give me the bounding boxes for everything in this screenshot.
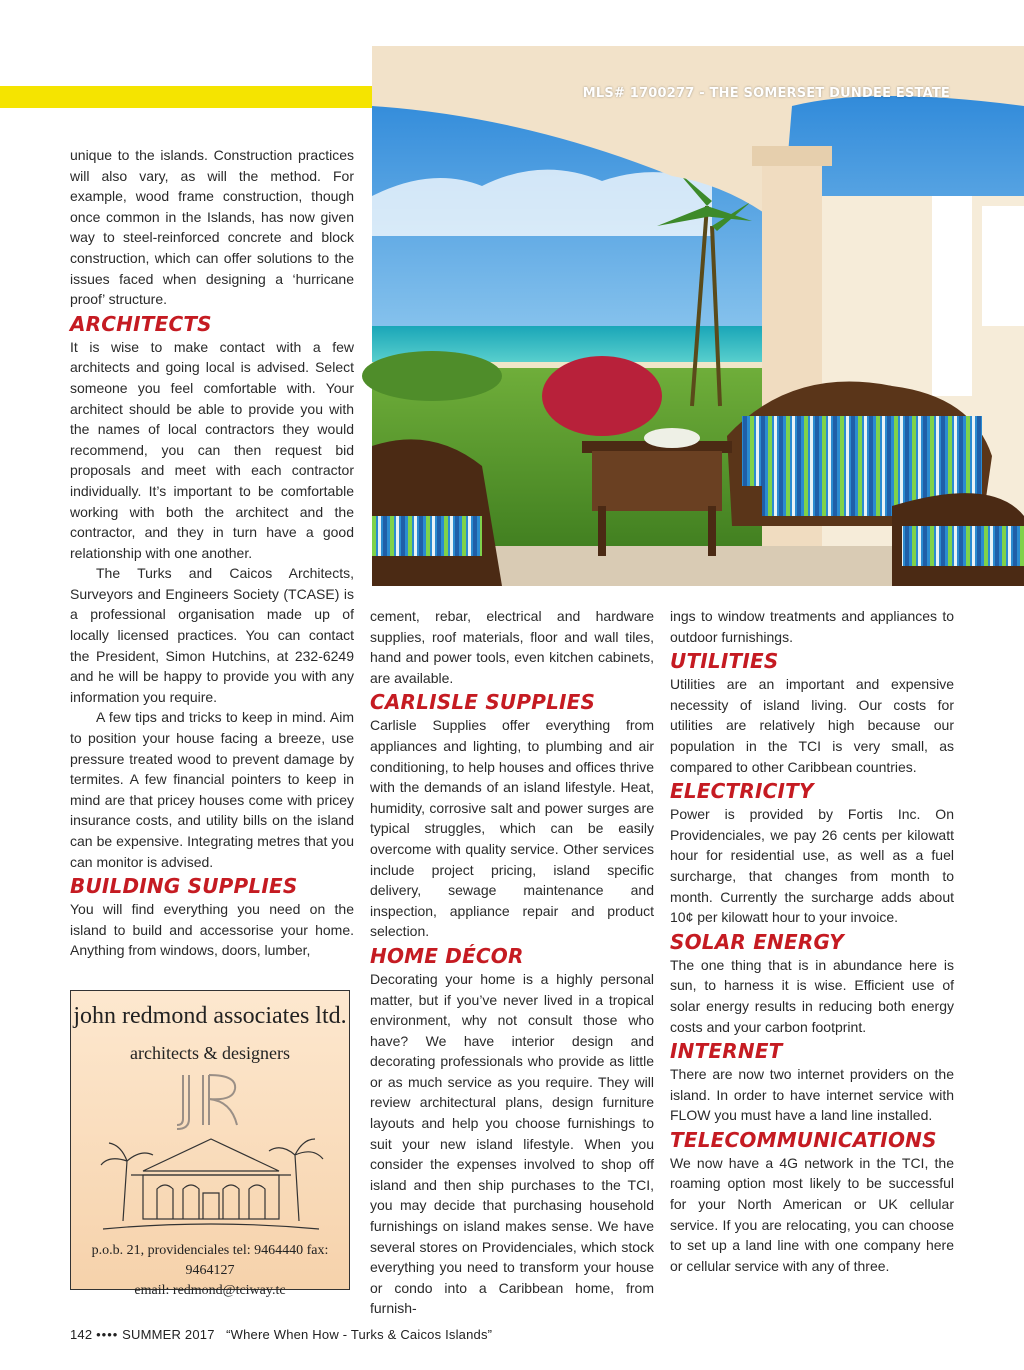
home-decor-paragraph: Decorating your home is a highly personal matter, but if you’ve never lived in a tropical environment, why not consult those who have? We have interior design and decorating professionals who provide as little or as much service as you require. They will review architectural plans, design furniture layouts and help you choose furnishings to suit your new island lifestyle. When you consider the expenses involved to shop off island and then ship purchases to the TCI, you may decide that purchasing household furnishings on island makes sense. We have several stores on Providenciales, which stock everything you need to transform your house or condo into a Caribbean home, from furnish- (370, 970, 654, 1317)
internet-paragraph: There are now two internet providers on the island. In order to have internet service with FLOW you must have a land line installed. (670, 1066, 954, 1124)
page-footer (70, 1327, 492, 1342)
page-number: 142 (70, 1327, 93, 1342)
column-1 (70, 145, 354, 961)
photo-caption: MLS# 1700277 - THE SOMERSET DUNDEE ESTATE (582, 86, 950, 101)
architects-paragraph-3: A few tips and tricks to keep in mind. Aim to position your house facing a breeze, use pressure treated wood to prevent damage by termites. A few financial pointers to keep in mind are that pricey houses come with pricey insurance costs, and utility bills on the island can be expensive. Integrating metres that you can monitor is advised. (70, 709, 354, 870)
carlisle-supplies-paragraph: Carlisle Supplies offer everything from appliances and lighting, to plumbing and air conditioning, to help houses and offices thrive with the demands of an island lifestyle. Heat, humidity, corrosive salt and power surges are typical struggles, which can be easily overcome with quality service. Other services include project pricing, island specific delivery, sewage maintenance and inspection, appliance repair and product selection. (370, 717, 654, 940)
utilities-paragraph: Utilities are an important and expensive necessity of island living. Our costs for utilities are relatively high because our population in the TCI is very small, as compared to other Caribbean countries. (670, 676, 954, 775)
building-supplies-paragraph: You will find everything you need on the island to build and accessorise your home. Anything from windows, doors, lumber, (70, 901, 354, 959)
ad-company-name: john redmond associates ltd. (73, 1003, 347, 1029)
column-3 (670, 606, 954, 1276)
utilities-heading: UTILITIES (670, 649, 779, 674)
ad-tagline: architects & designers (130, 1043, 290, 1063)
jr-monogram-logo (173, 1071, 247, 1129)
house-sketch-illustration (93, 1131, 329, 1235)
yellow-accent-bar (0, 86, 372, 108)
telecommunications-paragraph: We now have a 4G network in the TCI, the roaming option most likely to be successful for your North American or UK cellular service. If you are relocating, you can choose to set up a land line with one company here or cellular service with any of three. (670, 1154, 954, 1274)
ad-contact-line-2: email: redmond@tciway.tc (134, 1283, 286, 1298)
electricity-heading: ELECTRICITY (670, 779, 814, 804)
solar-energy-heading: SOLAR ENERGY (670, 929, 844, 954)
architects-paragraph-1: It is wise to make contact with a few architects and going local is advised. Select someone you feel comfortable with. Your architect should be able to provide you with the names of local contractors they would recommend, you can then request bid proposals and meet with each contractor individually. It’s important to be comfortable working with both the architect and the contractor, and they in turn have a good relationship with one another. (70, 338, 354, 561)
carlisle-supplies-heading: CARLISLE SUPPLIES (370, 690, 596, 715)
home-decor-continued: ings to window treatments and appliances to outdoor furnishings. (670, 608, 954, 645)
issue-label: SUMMER 2017 (122, 1327, 215, 1342)
redmond-advertisement (70, 990, 350, 1298)
solar-energy-paragraph: The one thing that is in abundance here is sun, to harness it is wise. Efficient use of solar energy results in reducing both energy costs and your carbon footprint. (670, 956, 954, 1035)
building-supplies-heading: BUILDING SUPPLIES (70, 874, 298, 899)
footer-dots: •••• (96, 1327, 119, 1342)
estate-photo (372, 46, 1024, 586)
electricity-paragraph: Power is provided by Fortis Inc. On Providenciales, we pay 26 cents per kilowatt hour for residential use, as well as a fuel surcharge, that changes from month to month. Currently the surcharge adds about 10¢ per kilowatt hour to your invoice. (670, 806, 954, 926)
telecommunications-heading: TELECOMMUNICATIONS (670, 1127, 937, 1152)
column-2 (370, 606, 654, 1319)
publication-name: “Where When How - Turks & Caicos Islands” (226, 1327, 493, 1342)
architects-heading: ARCHITECTS (70, 311, 212, 336)
ad-contact-info (71, 1241, 349, 1301)
home-decor-heading: HOME DÉCOR (370, 943, 524, 968)
intro-paragraph: unique to the islands. Construction practices will also vary, as will the method. For example, wood frame construction, though once common in the Islands, has now given way to steel-reinforced concrete and block construction, which can offer solutions to the issues faced when designing a ‘hurricane proof’ structure. (70, 147, 354, 308)
building-supplies-continued: cement, rebar, electrical and hardware supplies, roof materials, floor and wall tiles, hand and power tools, even kitchen cabinets, are available. (370, 608, 654, 686)
ad-contact-line-1: p.o.b. 21, providenciales tel: 9464440 fax: 9464127 (91, 1243, 329, 1278)
internet-heading: INTERNET (670, 1039, 783, 1064)
architects-paragraph-2: The Turks and Caicos Architects, Surveyors and Engineers Society (TCASE) is a professional organisation made up of locally licensed practices. You can contact the President, Simon Hutchins, at 232-6249 and he will be happy to provide you with any information you require. (70, 565, 354, 705)
